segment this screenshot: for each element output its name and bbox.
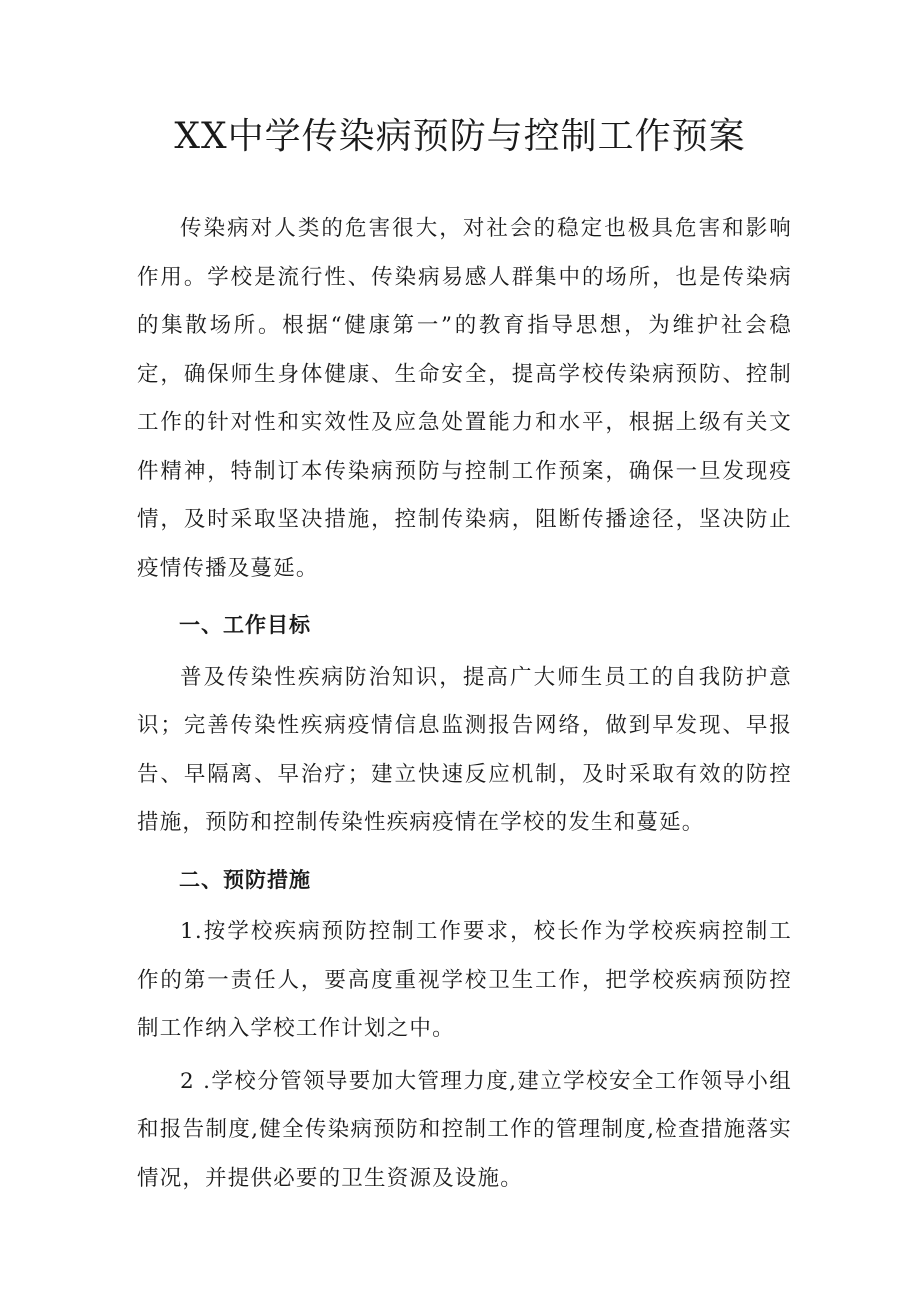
section-heading-goals: 一、工作目标 [179, 613, 311, 637]
section-heading-measures: 二、预防措施 [179, 867, 311, 892]
document-body [137, 205, 792, 1203]
intro-paragraph: 传染病对人类的危害很大，对社会的稳定也极具危害和影响作用。学校是流行性、传染病易感人群集中的场所，也是传染病的集散场所。根据“健康第一”的教育指导思想，为维护社会稳定，确保师生身体健康、生命安全，提高学校传染病预防、控制工作的针对性和实效性及应急处置能力和水平，根据上级有关文件精神，特制订本传染病预防与控制工作预案，确保一旦发现疫情，及时采取坚决措施，控制传染病，阻断传播途径，坚决防止疫情传播及蔓延。 [137, 216, 792, 581]
document-title: XX中学传染病预防与控制工作预案 [174, 116, 746, 157]
goals-paragraph: 普及传染性疾病防治知识，提高广大师生员工的自我防护意识；完善传染性疾病疫情信息监测报告网络，做到早发现、早报告、早隔离、早治疗；建立快速反应机制，及时采取有效的防控措施，预防和控制传染性疾病疫情在学校的发生和蔓延。 [137, 664, 792, 835]
measures-item-2: 2 .学校分管领导要加大管理力度,建立学校安全工作领导小组和报告制度,健全传染病预防和控制工作的管理制度,检查措施落实情况，并提供必要的卫生资源及设施。 [137, 1068, 792, 1191]
measures-item-1: 1.按学校疾病预防控制工作要求，校长作为学校疾病控制工作的第一责任人，要高度重视学校卫生工作，把学校疾病预防控制工作纳入学校工作计划之中。 [137, 919, 792, 1041]
